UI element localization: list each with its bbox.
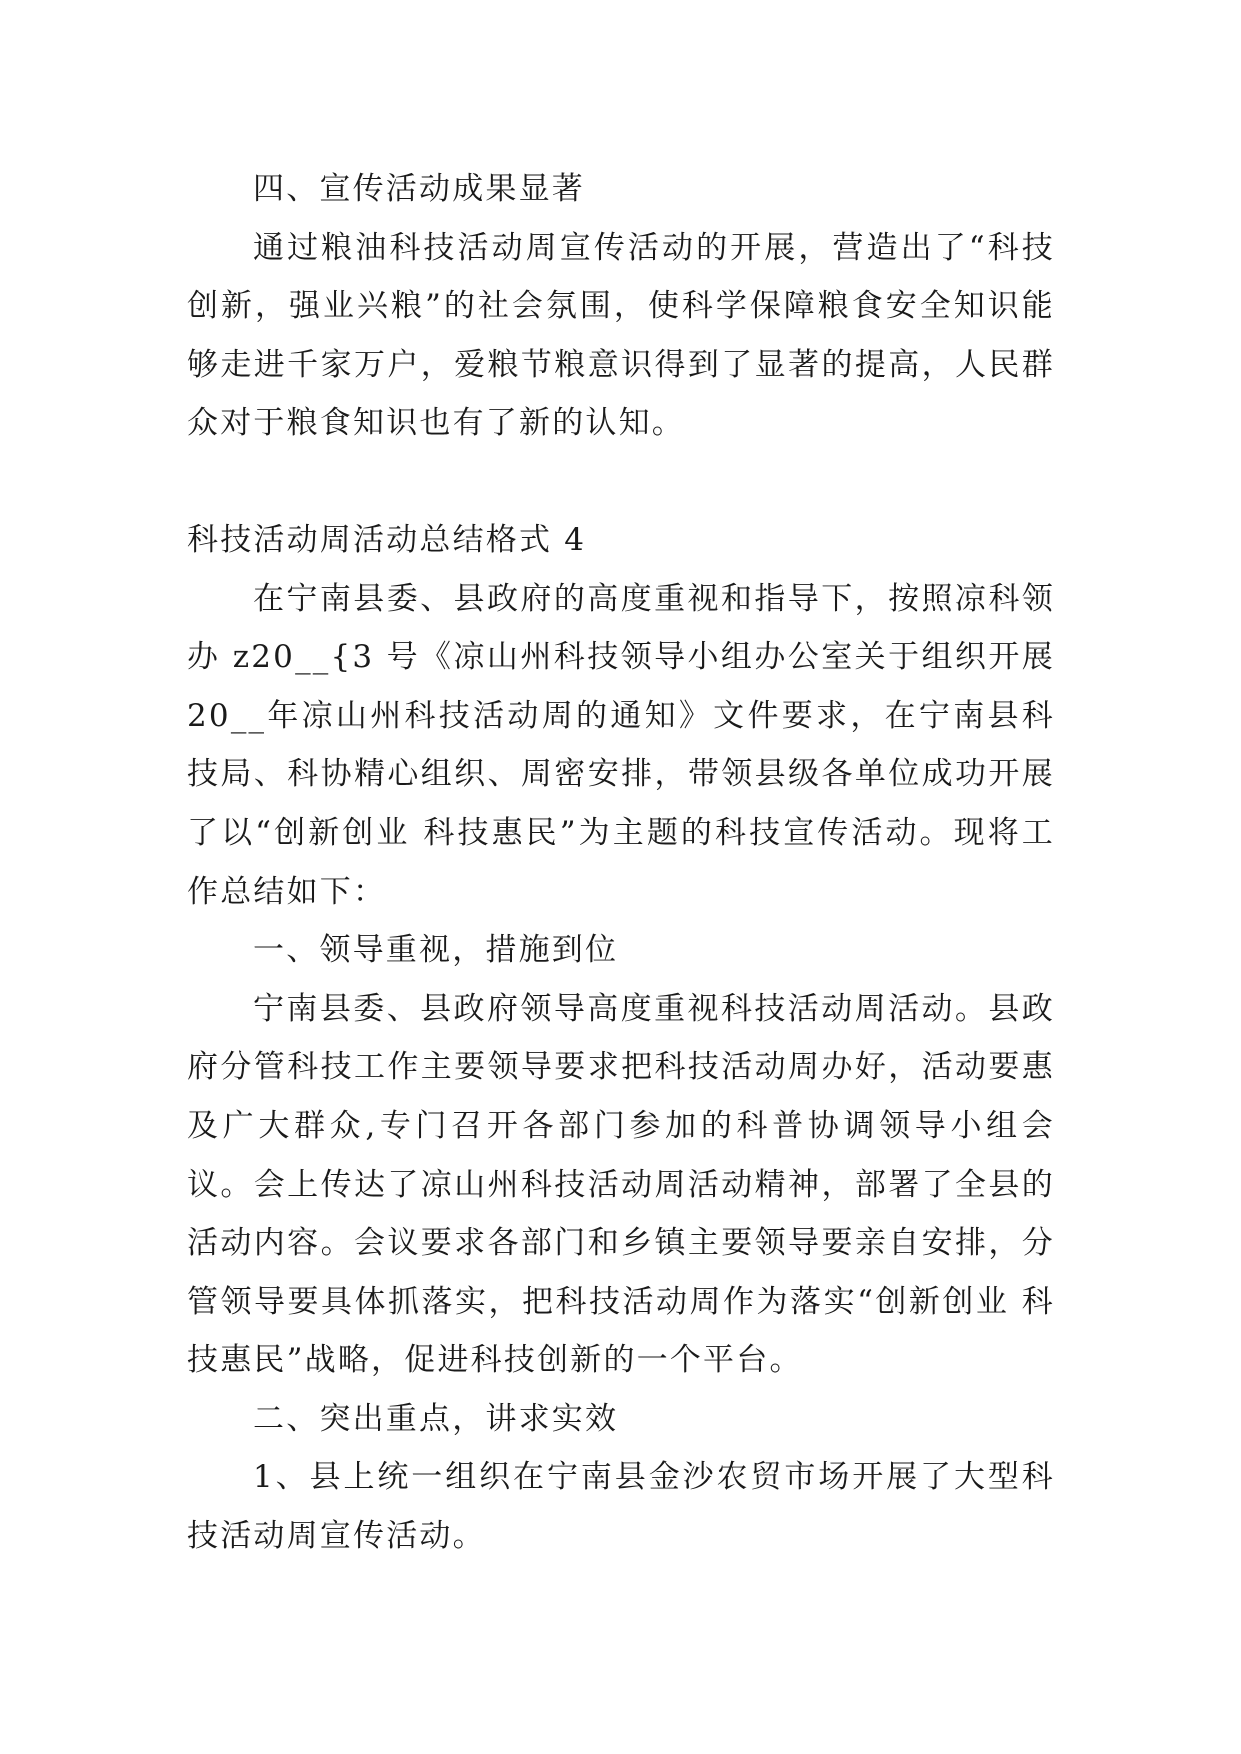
- section-heading-2: 二、突出重点，讲求实效: [253, 1400, 619, 1437]
- document-title: 科技活动周活动总结格式 4: [187, 521, 587, 558]
- intro-paragraph: 在宁南县委、县政府的高度重视和指导下，按照凉科领办 z20__{3 号《凉山州科技领导小组办公室关于组织开展20__年凉山州科技活动周的通知》文件要求，在宁南县科技局、科协精心组织、周密安排，带领县级各单位成功开展了以“创新创业 科技惠民”为主题的科技宣传活动。现将工作总结如下：: [187, 580, 1055, 910]
- section-spacer: [187, 453, 1055, 511]
- section-4-paragraph: 通过粮油科技活动周宣传活动的开展，营造出了“科技创新，强业兴粮”的社会氛围，使科学保障粮食安全知识能够走进千家万户，爱粮节粮意识得到了显著的提高，人民群众对于粮食知识也有了新的认知。: [187, 229, 1055, 442]
- document-body: [187, 160, 1055, 1566]
- section-heading-1: 一、领导重视，措施到位: [253, 932, 619, 969]
- section-1-paragraph: 宁南县委、县政府领导高度重视科技活动周活动。县政府分管科技工作主要领导要求把科技活动周办好，活动要惠及广大群众,专门召开各部门参加的科普协调领导小组会议。会上传达了凉山州科技活动周活动精神，部署了全县的活动内容。会议要求各部门和乡镇主要领导要亲自安排，分管领导要具体抓落实，把科技活动周作为落实“创新创业 科技惠民”战略，促进科技创新的一个平台。: [187, 990, 1055, 1379]
- section-heading-4: 四、宣传活动成果显著: [253, 171, 585, 207]
- section-2-item-1: 1、县上统一组织在宁南县金沙农贸市场开展了大型科技活动周宣传活动。: [187, 1459, 1055, 1555]
